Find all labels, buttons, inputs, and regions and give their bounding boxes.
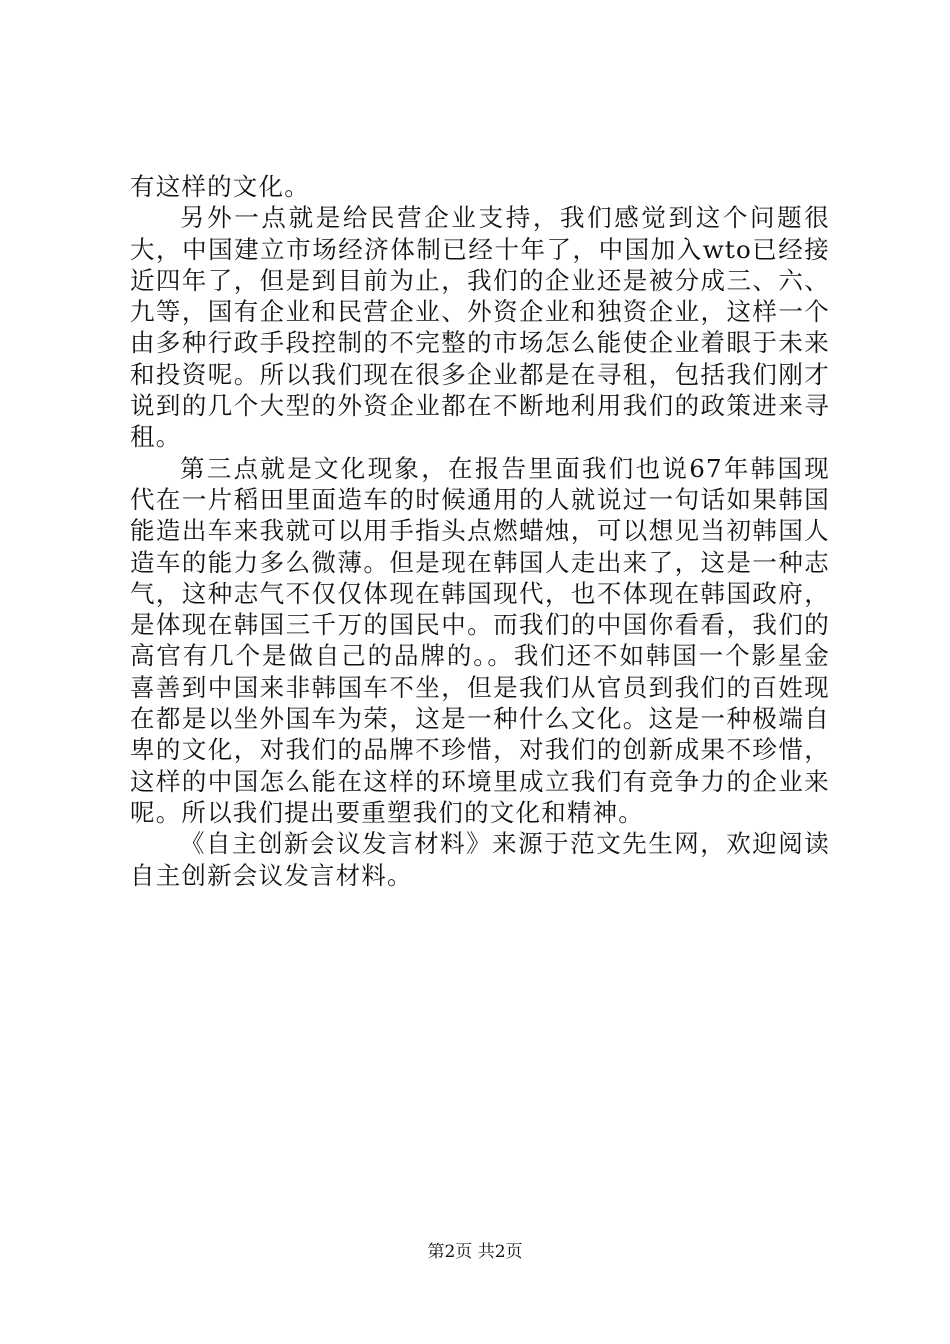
document-body [130, 171, 830, 891]
paragraph-continuation: 有这样的文化。 [130, 172, 310, 201]
page-footer [0, 1240, 950, 1264]
paragraph-private-enterprise-support: 另外一点就是给民营企业支持，我们感觉到这个问题很大，中国建立市场经济体制已经十年了，中国加入wto已经接近四年了，但是到目前为止，我们的企业还是被分成三、六、九等，国有企业和民营企业、外资企业和独资企业，这样一个由多种行政手段控制的不完整的市场怎么能使企业着眼于未来和投资呢。所以我们现在很多企业都是在寻租，包括我们刚才说到的几个大型的外资企业都在不断地利用我们的政策进来寻租。 [130, 203, 830, 452]
paragraph-source-note: 《自主创新会议发言材料》来源于范文先生网，欢迎阅读自主创新会议发言材料。 [130, 829, 830, 890]
paragraph-culture-phenomenon: 第三点就是文化现象，在报告里面我们也说67年韩国现代在一片稻田里面造车的时候通用的人就说过一句话如果韩国能造出车来我就可以用手指头点燃蜡烛，可以想见当初韩国人造车的能力多么微薄。但是现在韩国人走出来了，这是一种志气，这种志气不仅仅体现在韩国现代，也不体现在韩国政府，是体现在韩国三千万的国民中。而我们的中国你看看，我们的高官有几个是做自己的品牌的。。我们还不如韩国一个影星金喜善到中国来非韩国车不坐，但是我们从官员到我们的百姓现在都是以坐外国车为荣，这是一种什么文化。这是一种极端自卑的文化，对我们的品牌不珍惜，对我们的创新成果不珍惜，这样的中国怎么能在这样的环境里成立我们有竞争力的企业来呢。所以我们提出要重塑我们的文化和精神。 [130, 453, 830, 827]
page-number-label: 第2页 共2页 [427, 1242, 523, 1262]
